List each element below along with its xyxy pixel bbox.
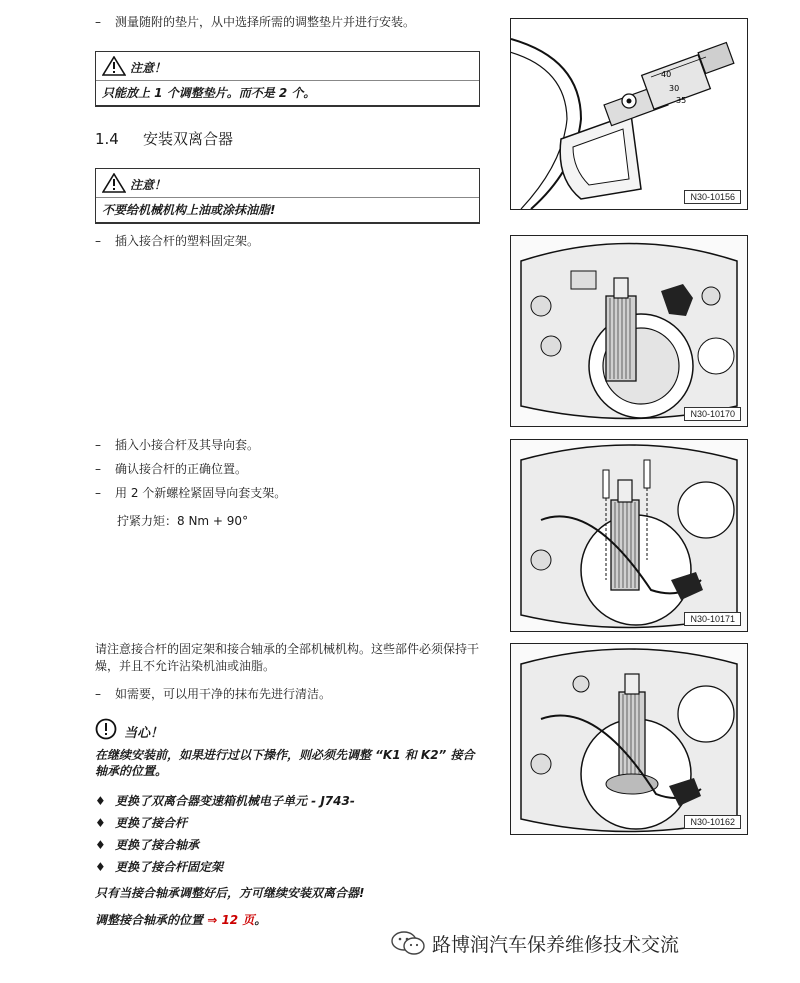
transmission-housing-illustration: [511, 440, 747, 631]
wechat-icon: [390, 930, 426, 956]
figure-label: N30-10156: [684, 190, 741, 204]
footer-watermark: [390, 930, 679, 957]
figure-small-lever: [510, 439, 748, 632]
note-2-label: 注意！: [130, 178, 167, 192]
section-title: 安装双离合器: [143, 130, 234, 148]
exclamation-circle-icon: [95, 718, 117, 740]
step-small-2-text: 确认接合杆的正确位置。: [115, 462, 248, 476]
step-small-3-text: 用 2 个新螺栓紧固导向套支架。: [115, 486, 287, 500]
transmission-housing-illustration: [511, 236, 747, 426]
section-heading: [95, 128, 233, 149]
caution-final: 只有当接合轴承调整好后，方可继续安装双离合器!: [95, 886, 365, 900]
figure-label: N30-10171: [684, 612, 741, 626]
step-shims: – 测量随附的垫片，从中选择所需的调整垫片并进行安装。: [95, 15, 416, 29]
micrometer-scale-label: 40: [661, 70, 672, 79]
step-shims-text: 测量随附的垫片，从中选择所需的调整垫片并进行安装。: [115, 15, 416, 29]
reference-prefix: 调整接合轴承的位置: [95, 913, 204, 927]
note-1-text: 只能放上 1 个调整垫片。而不是 2 个。: [102, 86, 316, 100]
caution-item: ♦ 更换了接合杆固定架: [95, 860, 224, 874]
warning-triangle-icon: [102, 173, 126, 193]
caution-label: 当心！: [124, 726, 164, 741]
reference-arrow-icon: ⇒: [207, 913, 218, 927]
micrometer-scale-label: 35: [676, 96, 687, 105]
reference-page-link[interactable]: 12 页: [221, 913, 255, 927]
note-2-text: 不要给机械机构上油或涂抹油脂!: [102, 203, 276, 217]
figure-bearing-position: [510, 643, 748, 835]
caution-item: ♦ 更换了双离合器变速箱机械电子单元 - J743-: [95, 794, 355, 808]
transmission-housing-illustration: [511, 644, 747, 834]
caution-reference: 调整接合轴承的位置 ⇒ 12 页。: [95, 913, 267, 927]
figure-label: N30-10170: [684, 407, 741, 421]
step-small-1: – 插入小接合杆及其导向套。: [95, 438, 260, 452]
note-box-2: [95, 168, 480, 224]
step-clean: – 如需要，可以用干净的抹布先进行清洁。: [95, 687, 332, 701]
footer-text: 路博润汽车保养维修技术交流: [432, 934, 680, 956]
micrometer-illustration: [511, 19, 747, 209]
figure-plastic-holder: [510, 235, 748, 427]
torque-spec: 拧紧力矩：8 Nm + 90°: [117, 514, 249, 528]
step-small-2: – 确认接合杆的正确位置。: [95, 462, 248, 476]
step-insert-holder: – 插入接合杆的塑料固定架。: [95, 234, 260, 248]
note-box-1: [95, 51, 480, 107]
note-1-label: 注意！: [130, 61, 167, 75]
caution-item: ♦ 更换了接合杆: [95, 816, 188, 830]
figure-micrometer: [510, 18, 748, 210]
micrometer-scale-label: 30: [669, 84, 680, 93]
caution-item: ♦ 更换了接合轴承: [95, 838, 200, 852]
caution-text: 在继续安装前，如果进行过以下操作，则必须先调整 “K1 和 K2” 接合轴承的位置。: [95, 748, 475, 778]
step-insert-holder-text: 插入接合杆的塑料固定架。: [115, 234, 260, 248]
figure-label: N30-10162: [684, 815, 741, 829]
step-small-1-text: 插入小接合杆及其导向套。: [115, 438, 260, 452]
step-clean-text: 如需要，可以用干净的抹布先进行清洁。: [115, 687, 332, 701]
warning-triangle-icon: [102, 56, 126, 76]
paragraph-note: 请注意接合杆的固定架和接合轴承的全部机械机构。这些部件必须保持干燥，并且不允许沾染机油或油脂。: [95, 642, 480, 673]
step-small-3: – 用 2 个新螺栓紧固导向套支架。: [95, 486, 287, 500]
section-number: 1.4: [95, 130, 119, 148]
